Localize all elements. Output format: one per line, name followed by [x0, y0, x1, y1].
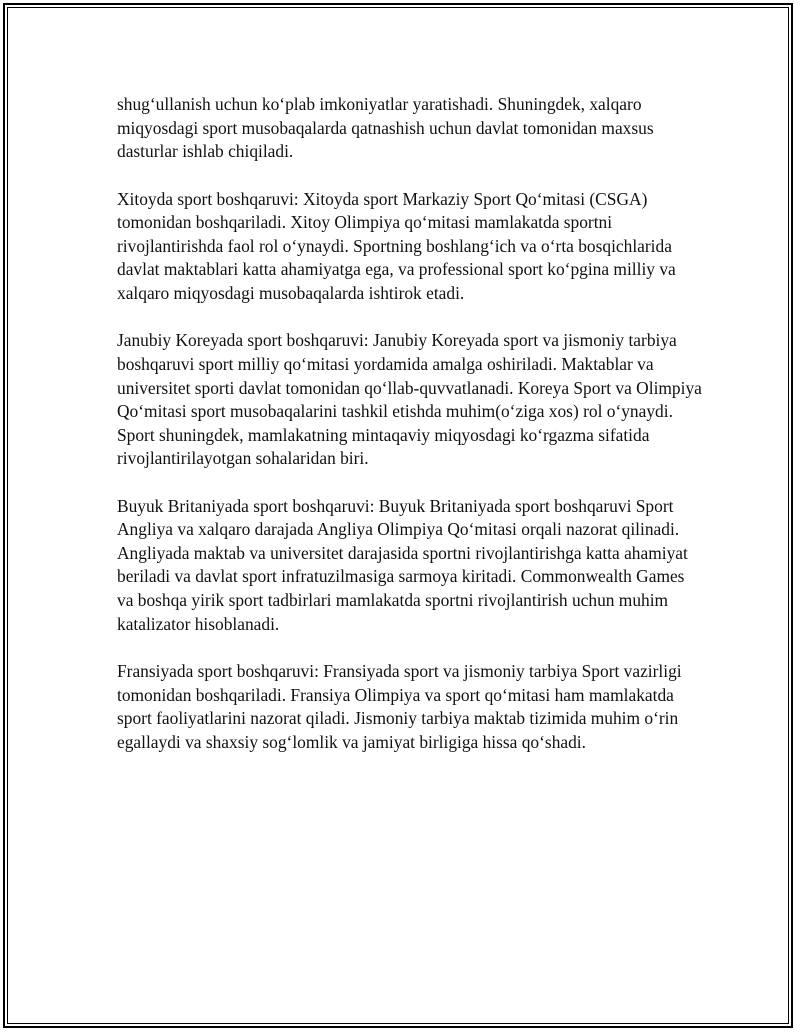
- paragraph-continuation: shug‘ullanish uchun ko‘plab imkoniyatlar yaratishadi. Shuningdek, xalqaro miqyosdagi sport musobaqalarda qatnashish uchun davlat tomonidan maxsus dasturlar ishlab chiqiladi.: [117, 94, 654, 162]
- paragraph-south-korea: Janubiy Koreyada sport boshqaruvi: Janubiy Koreyada sport va jismoniy tarbiya boshqaruvi sport milliy qo‘mitasi yordamida amalga oshiriladi. Maktablar va universitet sporti davlat tomonidan qo‘llab-quvvatlanadi. Koreya Sport va Olimpiya Qo‘mitasi sport musobaqalarini tashkil etishda muhim(o‘ziga xos) rol o‘ynaydi. Sport shuningdek, mamlakatning mintaqaviy miqyosdagi ko‘rgazma sifatida rivojlantirilayotgan sohalaridan biri.: [117, 330, 702, 469]
- paragraph-france: Fransiyada sport boshqaruvi: Fransiyada sport va jismoniy tarbiya Sport vazirligi tomonidan boshqariladi. Fransiya Olimpiya va sport qo‘mitasi ham mamlakatda sport faoliyatlarini nazorat qiladi. Jismoniy tarbiya maktab tizimida muhim o‘rin egallaydi va shaxsiy sog‘lomlik va jamiyat birligiga hissa qo‘shadi.: [117, 661, 682, 752]
- document-body: [117, 93, 702, 778]
- paragraph-china: Xitoyda sport boshqaruvi: Xitoyda sport Markaziy Sport Qo‘mitasi (CSGA) tomonidan boshqariladi. Xitoy Olimpiya qo‘mitasi mamlakatda sportni rivojlantirishda faol rol o‘ynaydi. Sportning boshlang‘ich va o‘rta bosqichlarida davlat maktablari katta ahamiyatga ega, va professional sport ko‘pgina milliy va xalqaro miqyosdagi musobaqalarda ishtirok etadi.: [117, 188, 676, 303]
- paragraph-great-britain: Buyuk Britaniyada sport boshqaruvi: Buyuk Britaniyada sport boshqaruvi Sport Angliya va xalqaro darajada Angliya Olimpiya Qo‘mitasi orqali nazorat qilinadi. Angliyada maktab va universitet darajasida sportni rivojlantirishga katta ahamiyat beriladi va davlat sport infratuzilmasiga sarmoya kiritadi. Commonwealth Games va boshqa yirik sport tadbirlari mamlakatda sportni rivojlantirish uchun muhim katalizator hisoblanadi.: [117, 495, 688, 634]
